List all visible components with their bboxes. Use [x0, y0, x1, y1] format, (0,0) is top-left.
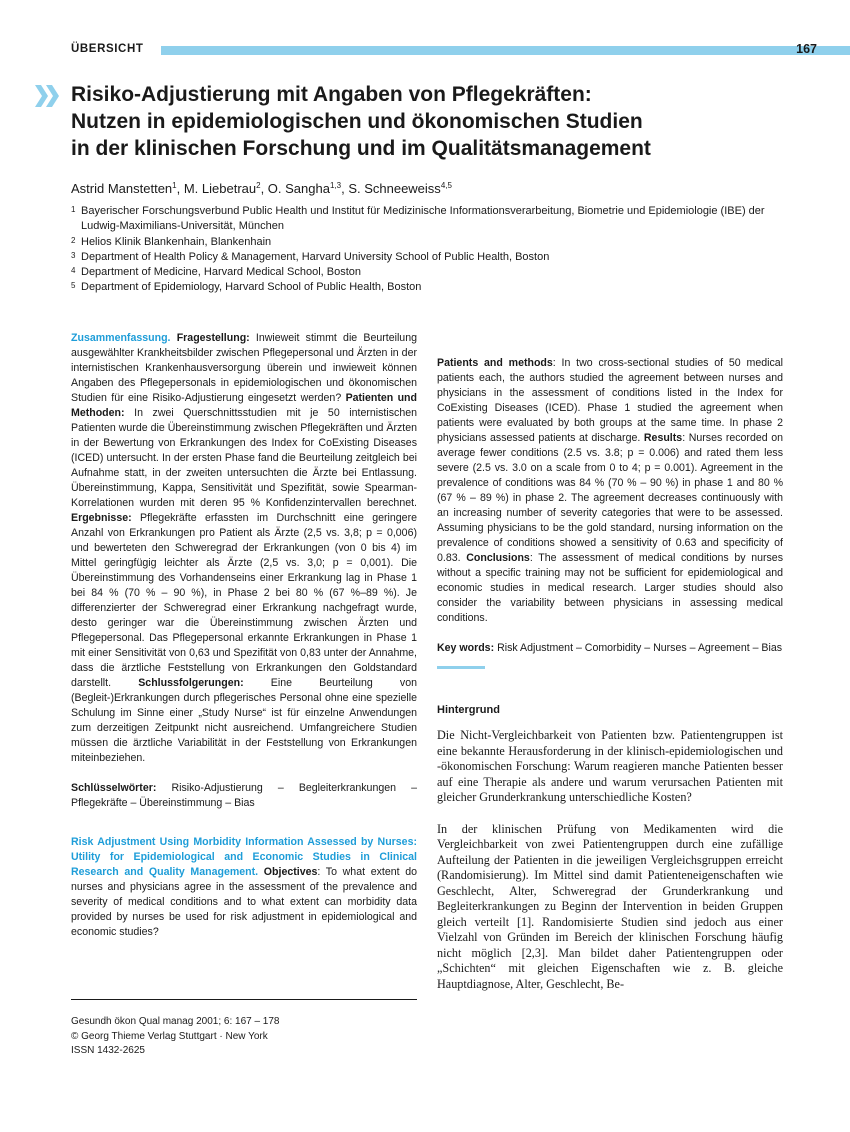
abstract-heading: Zusammenfassung. [71, 332, 171, 344]
affiliation-number: 3 [71, 250, 76, 260]
left-column [71, 331, 417, 940]
title-line: Nutzen in epidemiologischen und ökonomischen Studien [71, 110, 643, 133]
text-results: : Nurses recorded on average fewer conditions (2.5 vs. 3.8; p = 0.006) and rated them less severe (2.5 vs. 3.0 on a scale from 0 to 4; p = 0.001). Agreement in the prevalence of conditions was 84 % (70 % – 90 %) in phase 1 and 80 % (67 % – 89 %) in phase 2. The agreement decreases continuously with an increasing number of severity categories that were to be assessed. Assuming physicians to be the gold standard, nursing information on the prevalence of conditions showed a sensitivity of 0.63 and specificity of 0.83. [437, 432, 783, 564]
label-methods: Patients and methods [437, 357, 553, 369]
affiliation [71, 235, 791, 250]
keywords-text: Risiko-Adjustierung – Begleiterkrankungen – Pflegekräfte – Übereinstimmung – Bias [71, 782, 417, 809]
label-conclusions: Conclusions [466, 552, 530, 564]
right-column [437, 356, 783, 992]
footer-rule [71, 999, 417, 1000]
author-list [71, 181, 452, 196]
text-fragestellung: Inwieweit stimmt die Beurteilung ausgewählter Krankheitsbilder zwischen Pflegepersonal und Ärzten in der internistischen Krankenhausversorgung überein und inwieweit können Angaben des Pflegepersonals in epidemiologischen und ökonomischen Studien für eine Risiko-Adjustierung eingesetzt werden? [71, 332, 417, 404]
english-abstract-cont [437, 356, 783, 626]
affiliation-text: Helios Klinik Blankenhain, Blankenhain [81, 235, 272, 248]
affiliation-text: Department of Health Policy & Management, Harvard University School of Public Health, Boston [81, 250, 550, 263]
keywords-label: Schlüsselwörter: [71, 782, 157, 794]
author-affiliation: 4,5 [440, 181, 452, 190]
affiliation-number: 4 [71, 266, 76, 276]
text-methods: : In two cross-sectional studies of 50 medical patients each, the authors studied the agreement between nurses and physicians in the assessment of conditions listed in the Index for CoExisting Diseases (ICED). Phase 1 studied the agreement when patients were evaluated by both groups at the same time. In phase 2 physicians assessed patients at discharge. [437, 357, 783, 444]
footer [71, 999, 417, 1059]
text-objectives: : To what extent do nurses and physicians agree in the assessment of the prevalence and severity of medical conditions and to what extent can morbidity data provided by nurses be used for risk adjustment in epidemiological and economic studies? [71, 866, 417, 938]
text-ergebnisse: Pflegekräfte erfassten im Durchschnitt eine geringere Anzahl von Erkrankungen pro Patient als Ärzte (2,5 vs. 3,8; p = 0,006) und bewerteten den Schweregrad der Erkrankungen (von 0 bis 4) im Mittel geringfügig leichter als Ärzte (2,5 vs. 3,0; p = 0,001). Die Übereinstimmung des Vorhandenseins einer Erkrankung lag in Phase 1 bei 84 % (70 % – 90 %), in Phase 2 bei 80 % (67 %–89 %). Je differenzierter der Schweregrad einer Erkrankung nachgefragt wurde, desto geringer war die Übereinstimmung zwischen Ärzten und Pflegepersonal. Das Pflegepersonal erkannte Erkrankungen in Phase 1 mit einer Sensitivität von 0,63 und Spezifität von 0,83 unter der Annahme, dass die ärztliche Feststellung von Erkrankungen den Goldstandard darstellt. [71, 512, 417, 689]
keywords-label: Key words: [437, 642, 495, 654]
citation: Gesundh ökon Qual manag 2001; 6: 167 – 178 [71, 1016, 280, 1027]
author-separator: , [260, 181, 268, 196]
label-results: Results [643, 432, 683, 444]
text-methoden: In zwei Querschnittsstudien mit je 50 internistischen Patienten wurde die Übereinstimmung zwischen Pflegekräften und Ärzten in der Bewertung von Erkrankungen des Index for CoExisting Diseases (ICED) untersucht. In der ersten Phase fand die Beurteilung zeitgleich bei Aufnahme statt, in der zweiten untersuchten die Ärzte bei Entlassung. Übereinstimmung, Kappa, Sensitivität und Spezifität, sowie Spearman-Korrelationen wurden mit deren 95 % Konfidenzintervallen berechnet. [71, 407, 417, 509]
affiliation [71, 204, 791, 235]
title-line: Risiko-Adjustierung mit Angaben von Pflegekräften: [71, 83, 592, 106]
english-title: Risk Adjustment Using Morbidity Information Assessed by Nurses: Utility for Epidemiological and Economic Studies in Clinical Research and Quality Management. [71, 836, 417, 878]
affiliation [71, 280, 791, 295]
text-schlussfolgerungen: Eine Beurteilung von (Begleit-)Erkrankungen durch pflegerisches Personal ohne eine spezielle Schulung im Sinne einer „Study Nurse“ ist für einzelne Anwendungen zum derzeitigen Zeitpunkt nicht ausreichend. Umfangreichere Studien müssen die ärztliche Variabilität in der Feststellung von Erkrankungen miteinbeziehen. [71, 677, 418, 764]
german-keywords [71, 781, 417, 811]
publisher: © Georg Thieme Verlag Stuttgart · New York [71, 1030, 268, 1042]
page-number: 167 [796, 42, 817, 56]
author-affiliation: 2 [256, 181, 261, 190]
label-objectives: Objectives [263, 866, 318, 878]
affiliation-number: 1 [71, 205, 76, 214]
title-line: in der klinischen Forschung und im Qualitätsmanagement [71, 137, 651, 160]
double-chevron-icon [35, 85, 61, 107]
affiliation [71, 250, 791, 265]
affiliation-text: Bayerischer Forschungsverbund Public Health und Institut für Medizinische Informationsverarbeitung, Biometrie und Epidemiologie (IBE) der Ludwig-Maximilians-Universität, München [81, 205, 765, 233]
affiliation-number: 2 [71, 235, 76, 245]
author-name: S. Schneeweiss [348, 181, 441, 196]
section-label: ÜBERSICHT [71, 43, 144, 55]
body-paragraph: Die Nicht-Vergleichbarkeit von Patienten bzw. Patientengruppen ist eine bekannte Herausforderung in der klinisch-epidemiologischen und -ökonomischen Forschung: Warum reagieren manche Patienten besser auf eine Therapie als andere und warum verursachen Patienten mit gleicher Grunderkrankung unterschiedliche Kosten? [437, 728, 783, 804]
section-divider [437, 666, 485, 669]
author-name: O. Sangha [267, 181, 330, 196]
label-methoden: Patienten und Methoden: [71, 392, 417, 419]
german-abstract [71, 331, 417, 766]
affiliation-number: 5 [71, 281, 76, 291]
author-affiliation: 1,3 [329, 181, 342, 190]
label-schlussfolgerungen: Schlussfolgerungen: [138, 677, 244, 689]
english-keywords [437, 641, 783, 656]
running-header [71, 42, 817, 60]
author-name: M. Liebetrau [183, 181, 257, 196]
keywords-text: Risk Adjustment – Comorbidity – Nurses – Agreement – Bias [497, 642, 783, 654]
body-paragraph: In der klinischen Prüfung von Medikamenten wird die Vergleichbarkeit von zwei Patientengruppen durch eine zufällige Aufteilung der Patienten in die jeweiligen Vergleichsgruppen erreicht (Randomisierung). Im Mittel sind damit Patienteneigenschaften wie Geschlecht, Alter, Schweregrad der Grunderkrankung und Begleiterkrankungen zu Beginn der Intervention in beiden Gruppen gleich verteilt [1]. Randomisierte Studien sind jedoch aus einer Vielzahl von Gründen im Bereich der klinischen Forschung häufig nicht möglich [2,3]. Man bildet daher Patientengruppen oder „Schichten“ mit gleichen Eigenschaften wie z. B. gleiche Hauptdiagnose, Alter, Geschlecht, Be- [437, 821, 783, 991]
author-name: Astrid Manstetten [71, 181, 173, 196]
affiliation-text: Department of Medicine, Harvard Medical School, Boston [81, 266, 362, 279]
label-fragestellung: Fragestellung: [176, 332, 250, 344]
article-title [71, 81, 791, 162]
label-ergebnisse: Ergebnisse: [71, 512, 132, 524]
affiliation-text: Department of Epidemiology, Harvard School of Public Health, Boston [81, 281, 422, 294]
affiliations [71, 204, 791, 296]
section-heading: Hintergrund [437, 704, 500, 716]
author-affiliation: 1 [172, 181, 177, 190]
header-bar [161, 46, 850, 55]
affiliation [71, 265, 791, 280]
text-conclusions: : The assessment of medical conditions by nurses without a specific training may not be sufficient for epidemiological and economic studies in medical research. Larger studies should also consider the variability between physicians in assessing medical conditions. [437, 552, 783, 624]
author-separator: , [341, 181, 349, 196]
author-separator: , [176, 181, 184, 196]
issn: ISSN 1432-2625 [71, 1045, 145, 1056]
english-abstract-start [71, 835, 417, 940]
